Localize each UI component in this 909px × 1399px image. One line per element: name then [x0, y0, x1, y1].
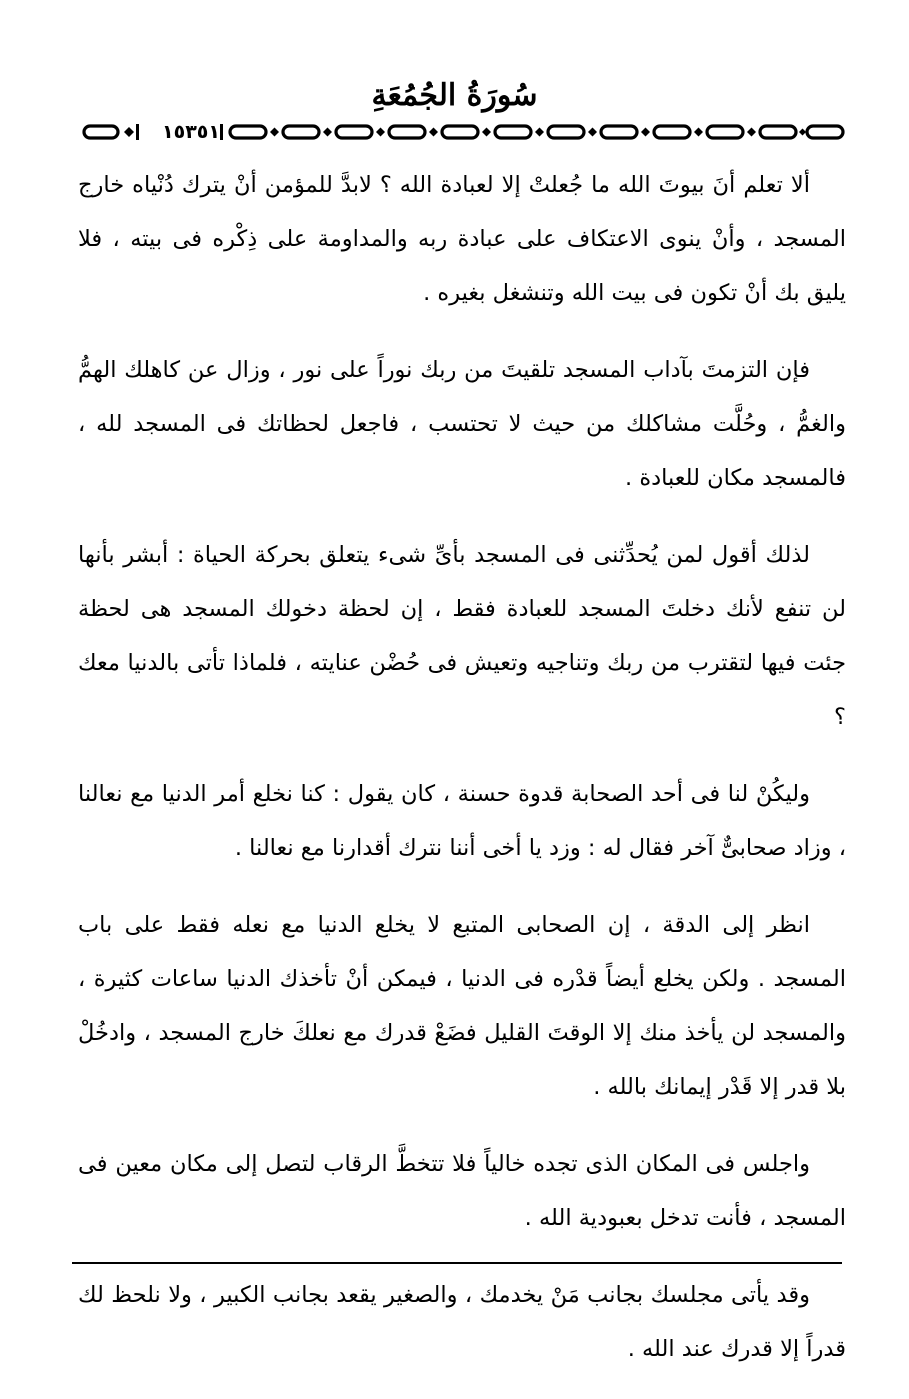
paragraph: وليكُنْ لنا فى أحد الصحابة قدوة حسنة ، كان يقول : كنا نخلع أمر الدنيا مع نعالنا ، وزاد صحابىٌّ آخر فقال له : وزد يا أخى أننا نترك أقدارنا مع نعالنا . — [78, 781, 846, 861]
paragraph: فإن التزمتَ بآداب المسجد تلقيتَ من ربك نوراً على نور ، وزال عن كاهلك الهمُّ والغمُّ ، وحُلَّت مشاكلك من حيث لا تحتسب ، فاجعل لحظاتك فى المسجد لله ، فالمسجد مكان للعبادة . — [78, 357, 846, 491]
footer-divider — [72, 1262, 842, 1264]
paragraph: ألا تعلم أنَ بيوتَ الله ما جُعلتْ إلا لعبادة الله ؟ لابدَّ للمؤمن أنْ يترك دُنْياه خارج المسجد ، وأنْ ينوى الاعتكاف على عبادة ربه والمداومة على ذِكْره فى بيته ، فلا يليق بك أنْ تكون فى بيت الله وتنشغل بغيره . — [78, 172, 846, 306]
body-text — [78, 158, 846, 1399]
paragraph: لذلك أقول لمن يُحدِّثنى فى المسجد بأىِّ شىء يتعلق بحركة الحياة : أبشر بأنها لن تنفع لأنك دخلتَ المسجد للعبادة فقط ، إن لحظة دخولك المسجد هى لحظة جئت فيها لتقترب من ربك وتناجيه وتعيش فى حُضْن عنايته ، فلماذا تأتى بالدنيا معك ؟ — [78, 542, 846, 730]
page-number: ١٥٣٥١ — [162, 121, 220, 143]
surah-title: سُورَةُ الجُمُعَةِ — [371, 78, 538, 113]
paragraph: واجلس فى المكان الذى تجده خالياً فلا تتخطَّ الرقاب لتصل إلى مكان معين فى المسجد ، فأنت تدخل بعبودية الله . — [78, 1151, 846, 1231]
paragraph: انظر إلى الدقة ، إن الصحابى المتبع لا يخلع الدنيا مع نعله فقط على باب المسجد . ولكن يخلع أيضاً قدْره فى الدنيا ، فيمكن أنْ تأخذك الدنيا ساعات كثيرة ، والمسجد لن يأخذ منك إلا الوقتَ القليل فضَعْ قدرك مع نعلكَ خارج المسجد ، وادخُلْ بلا قدر إلا قَدْر إيمانك بالله . — [78, 912, 846, 1100]
header-band — [80, 119, 846, 145]
paragraph: وقد يأتى مجلسك بجانب مَنْ يخدمك ، والصغير يقعد بجانب الكبير ، ولا نلحظ لك قدراً إلا قدرك عند الله . — [78, 1282, 846, 1362]
